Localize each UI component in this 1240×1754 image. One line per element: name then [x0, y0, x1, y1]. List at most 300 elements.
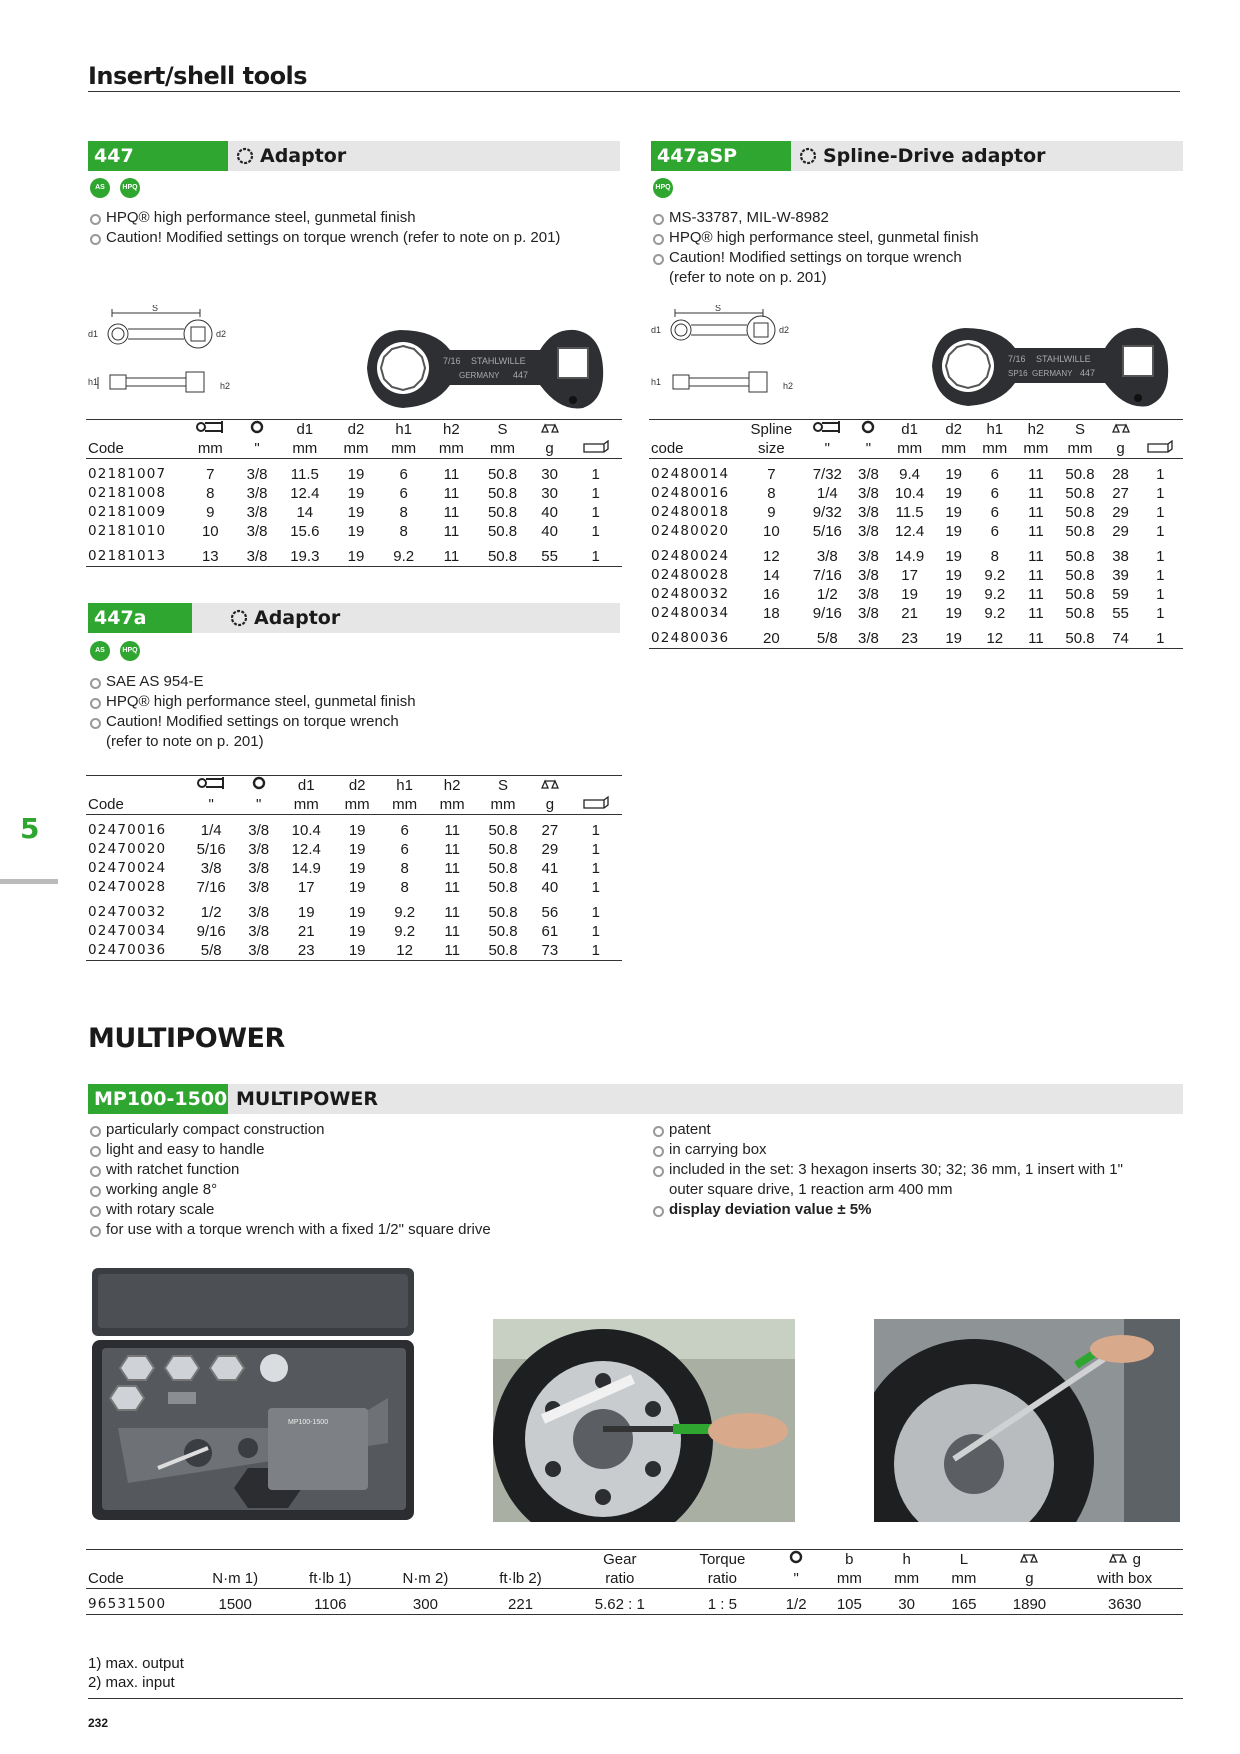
cell: 6: [400, 841, 409, 858]
cell: 1: [591, 841, 600, 858]
cell: 11: [1028, 548, 1044, 565]
section-title: Adaptor: [254, 607, 341, 629]
cell: 12: [381, 941, 428, 961]
cell: 1: [1156, 548, 1165, 565]
cell: 9.2: [984, 605, 1006, 622]
section-header-447asp: [651, 141, 1183, 171]
cell: 8: [399, 523, 408, 540]
cell: 19: [945, 523, 963, 540]
spec-table-447a: [86, 775, 622, 961]
cell: 3/8: [246, 485, 268, 502]
cell: 11: [1028, 504, 1044, 521]
cell: 19: [348, 923, 366, 940]
col-head: mm: [278, 439, 333, 459]
cell: 1106: [284, 1589, 376, 1615]
cell: 30: [541, 466, 558, 483]
table-row: [86, 522, 622, 541]
col-head: mm: [1015, 439, 1056, 459]
cell: 6: [990, 504, 999, 521]
table-row: [86, 922, 622, 941]
as-badge: AS: [90, 641, 110, 661]
cell: 3/8: [200, 860, 222, 877]
cell: 11.5: [290, 466, 319, 483]
cell: 11: [1028, 523, 1044, 540]
cell: 19: [348, 822, 366, 839]
cell: 3/8: [248, 904, 270, 921]
engraving-model-sp: SP16: [1008, 369, 1028, 378]
title-rule: [88, 91, 1180, 92]
cell: 1: [1138, 623, 1183, 649]
hpq-badge: HPQ: [653, 178, 673, 198]
cell: 1: [1156, 586, 1165, 603]
cell: 6: [990, 485, 999, 502]
table-row: [649, 585, 1183, 604]
cell: 1: [591, 504, 600, 521]
cell: 1: [1156, 567, 1165, 584]
cell: 1: [591, 822, 600, 839]
usage-photo-wheel-1: [493, 1319, 795, 1522]
cell: 1 : 5: [673, 1589, 771, 1615]
cell: 3/8: [248, 860, 270, 877]
hpq-badge: HPQ: [120, 641, 140, 661]
footnote: 2) max. input: [88, 1674, 175, 1691]
table-row: [86, 878, 622, 897]
cell: 19.3: [278, 541, 333, 567]
cell: 8: [399, 504, 408, 521]
col-head: mm: [886, 439, 933, 459]
cell: 1: [591, 904, 600, 921]
cell: 1: [591, 923, 600, 940]
feature-item: Caution! Modified settings on torque wrench (refer to note on p. 201): [88, 228, 618, 248]
cell: 11: [1028, 605, 1044, 622]
drawing-label-h2: h2: [783, 381, 794, 391]
drawing-label-s: S: [152, 305, 159, 313]
cell: 61: [541, 923, 559, 940]
weight-icon: [530, 776, 569, 796]
cell: 9.2: [984, 567, 1006, 584]
cell: 02470016: [88, 822, 167, 838]
col-head: L: [935, 1550, 992, 1570]
tool-label: MP100-1500: [288, 1419, 329, 1426]
table-row: [86, 941, 622, 961]
cell: 11: [1015, 623, 1056, 649]
table-row: [649, 604, 1183, 623]
cell: 29: [541, 841, 559, 858]
cell: 56: [541, 904, 559, 921]
cell: 6: [399, 466, 408, 483]
col-icon-drive: [237, 420, 278, 440]
col-head: ratio: [566, 1569, 673, 1589]
cell: 7/32: [812, 466, 842, 483]
col-head-weight-box: [1066, 1550, 1183, 1570]
col-head: mm: [279, 795, 333, 815]
cell: 11: [443, 485, 460, 502]
cell: 12.4: [291, 841, 321, 858]
cell: 50.8: [1065, 523, 1095, 540]
cell: 40: [541, 879, 559, 896]
feature-item: SAE AS 954-E: [88, 672, 618, 692]
cell: 10: [201, 523, 219, 540]
cell: 02470020: [88, 841, 167, 857]
drawing-label-h1: h1: [651, 377, 662, 387]
feature-item: MS-33787, MIL-W-8982: [651, 208, 1181, 228]
table-row: [649, 503, 1183, 522]
table-row: [86, 484, 622, 503]
cell: 19: [333, 941, 380, 961]
cell: 19: [945, 466, 963, 483]
col-head: h2: [428, 420, 476, 440]
cell: 19: [945, 485, 963, 502]
feature-item: HPQ® high performance steel, gunmetal finish: [651, 228, 1181, 248]
col-head: ": [237, 439, 278, 459]
cell: 11: [443, 466, 460, 483]
cell: 3/8: [858, 548, 879, 565]
cell: 9.4: [899, 466, 921, 483]
table-row: [86, 459, 622, 485]
cell: 19: [945, 586, 963, 603]
multipower-heading: MULTIPOWER: [88, 1023, 285, 1054]
col-head: h1: [974, 420, 1015, 440]
cell: 19: [332, 541, 380, 567]
cell: 11: [444, 860, 460, 877]
cell: 96531500: [86, 1589, 186, 1615]
feature-item: patent: [651, 1120, 1181, 1140]
engraving-model: 447: [513, 370, 529, 380]
col-head: ft·lb 1): [284, 1569, 376, 1589]
col-icon-drive: [851, 420, 886, 440]
socket-ring-icon: [236, 147, 254, 169]
drawing-label-d2: d2: [216, 329, 227, 339]
cell: 59: [1112, 586, 1129, 603]
col-icon-wrench-size: [804, 420, 851, 440]
cell: 1: [569, 541, 622, 567]
col-head: code: [649, 439, 739, 459]
cell: 40: [541, 523, 558, 540]
cell: 41: [541, 860, 559, 877]
cell: 19: [945, 504, 963, 521]
col-head: d2: [332, 420, 380, 440]
cell: 7/16: [812, 567, 842, 584]
col-head: mm: [381, 795, 428, 815]
cell: 3/8: [858, 567, 879, 584]
cell: 10.4: [291, 822, 321, 839]
cell: 19: [347, 523, 365, 540]
cell: 19: [297, 904, 315, 921]
col-head: Code: [86, 439, 184, 459]
cell: 50.8: [1065, 466, 1095, 483]
cell: 3/8: [858, 523, 879, 540]
cell: 19: [348, 860, 366, 877]
drawing-label-h2: h2: [220, 381, 231, 391]
cell: 11: [1028, 485, 1044, 502]
section-code: 447a: [88, 603, 192, 633]
cell: 3/8: [246, 523, 268, 540]
cell: 6: [990, 466, 999, 483]
cell: 50.8: [488, 904, 518, 921]
col-head: mm: [184, 439, 237, 459]
cell: 1: [591, 860, 600, 877]
cell: 5/8: [184, 941, 238, 961]
cell: 3/8: [246, 466, 268, 483]
cell: 10.4: [895, 485, 925, 502]
package-icon: [569, 439, 622, 459]
feature-item: HPQ® high performance steel, gunmetal finish: [88, 208, 618, 228]
cell: 02480014: [651, 466, 730, 482]
cell: 50.8: [1065, 586, 1095, 603]
feature-list: [88, 672, 618, 752]
cell: 02480024: [651, 548, 730, 564]
cell: 19: [347, 485, 365, 502]
col-head: h: [878, 1550, 935, 1570]
cell: 30: [878, 1589, 935, 1615]
cell: 1: [1156, 466, 1165, 483]
cell: 105: [821, 1589, 878, 1615]
cell: 1: [591, 879, 600, 896]
cell: 19: [347, 466, 365, 483]
cell: 02181009: [88, 504, 167, 520]
cell: 3/8: [248, 879, 270, 896]
cell: 11: [428, 941, 475, 961]
cell: 3/8: [237, 541, 278, 567]
cell: 3/8: [248, 923, 270, 940]
engraving-brand: STAHLWILLE: [1036, 354, 1091, 364]
col-head: mm: [333, 795, 380, 815]
cell: 02480018: [651, 504, 730, 520]
cell: 12: [763, 548, 780, 565]
spec-table-mp: [86, 1549, 1183, 1615]
cell: 7/16: [196, 879, 226, 896]
cell: 3/8: [248, 841, 270, 858]
cell: 11: [444, 841, 460, 858]
page-number: 232: [88, 1716, 109, 1730]
cell: 17: [297, 879, 315, 896]
cell: 73: [530, 941, 569, 961]
cell: 11: [443, 504, 460, 521]
engraving-brand: STAHLWILLE: [471, 356, 526, 366]
cell: 8: [400, 860, 409, 877]
table-row: [86, 897, 622, 922]
col-head: mm: [475, 439, 530, 459]
col-head: h2: [428, 776, 475, 796]
cell: 8: [206, 485, 215, 502]
col-head: h1: [380, 420, 428, 440]
col-head: g: [993, 1569, 1067, 1589]
section-header-447a: [88, 603, 620, 633]
cell: 11: [443, 523, 460, 540]
table-row: [649, 522, 1183, 541]
cell: 9.2: [984, 586, 1006, 603]
cell: 19: [933, 623, 974, 649]
cell: 1: [1156, 605, 1165, 622]
cell: 14.9: [895, 548, 925, 565]
cell: 11: [428, 541, 476, 567]
col-icon-drive: [772, 1550, 821, 1570]
cell: 02470034: [88, 923, 167, 939]
cell: 50.8: [487, 523, 518, 540]
drawing-label-s: S: [715, 305, 722, 313]
drawing-label-d2: d2: [779, 325, 790, 335]
drawing-label-d1: d1: [651, 325, 662, 335]
cell: 9.2: [394, 904, 416, 921]
cell: 19: [348, 879, 366, 896]
cell: 27: [1112, 485, 1129, 502]
cell: 02470024: [88, 860, 167, 876]
cell: 50.8: [1056, 623, 1103, 649]
cell: 3/8: [816, 548, 838, 565]
cell: 3/8: [238, 941, 279, 961]
col-head: ": [184, 795, 238, 815]
cell: 02470028: [88, 879, 167, 895]
cell: 02181010: [88, 523, 167, 539]
col-head: g: [530, 439, 569, 459]
feature-item: light and easy to handle: [88, 1140, 628, 1160]
cell: 50.8: [488, 860, 518, 877]
cell: 19: [348, 841, 366, 858]
engraving-size: 7/16: [443, 356, 461, 366]
col-head: mm: [380, 439, 428, 459]
col-head: mm: [428, 439, 476, 459]
cell: 1: [1156, 523, 1165, 540]
col-head: with box: [1066, 1569, 1183, 1589]
cell: 6: [399, 485, 408, 502]
col-head: d1: [279, 776, 333, 796]
feature-item: included in the set: 3 hexagon inserts 30; 32; 36 mm, 1 insert with 1": [651, 1160, 1181, 1180]
col-head: ft·lb 2): [475, 1569, 567, 1589]
technical-drawing: [651, 305, 801, 400]
feature-item-continued: (refer to note on p. 201): [669, 269, 827, 286]
cell: 19: [347, 504, 365, 521]
cell: 9.2: [394, 923, 416, 940]
col-head: d1: [278, 420, 333, 440]
cell: 165: [935, 1589, 992, 1615]
spec-table-447asp: [649, 419, 1183, 649]
col-head: mm: [476, 795, 530, 815]
cell: 3630: [1066, 1589, 1183, 1615]
table-row: [86, 1589, 1183, 1615]
cell: 3/8: [858, 504, 879, 521]
cell: 3/8: [246, 504, 268, 521]
col-head: Gear: [566, 1550, 673, 1570]
adaptor-photo: [355, 320, 605, 420]
table-row: [86, 541, 622, 567]
cell: 50.8: [487, 466, 518, 483]
table-body: [86, 459, 622, 567]
cell: 19: [945, 567, 963, 584]
technical-drawing: [88, 305, 238, 400]
cell: 5/16: [196, 841, 226, 858]
cell: 19: [901, 586, 918, 603]
cell: 10: [763, 523, 780, 540]
col-head: N·m 2): [376, 1569, 474, 1589]
weight-icon: [1104, 420, 1138, 440]
cell: 21: [901, 605, 918, 622]
col-head: d2: [933, 420, 974, 440]
cell: 3/8: [858, 485, 879, 502]
cell: 1500: [186, 1589, 284, 1615]
engraving-origin: GERMANY: [1032, 369, 1073, 378]
cell: 23: [279, 941, 333, 961]
drawing-label-d1: d1: [88, 329, 99, 339]
cell: 11: [1028, 586, 1044, 603]
cell: 8: [400, 879, 409, 896]
cell: 28: [1112, 466, 1129, 483]
col-head: ratio: [673, 1569, 771, 1589]
cell: 12.4: [895, 523, 925, 540]
section-code: 447: [88, 141, 228, 171]
cell: 02181008: [88, 485, 167, 501]
usage-photo-wheel-2: [874, 1319, 1180, 1522]
cell: 1890: [993, 1589, 1067, 1615]
cell: 13: [184, 541, 237, 567]
cell: 02480032: [651, 586, 730, 602]
feature-item-highlight: display deviation value ± 5%: [651, 1200, 1181, 1220]
cell: 17: [901, 567, 918, 584]
col-head: ": [238, 795, 279, 815]
cell: 18: [763, 605, 780, 622]
feature-item: particularly compact construction: [88, 1120, 628, 1140]
page-title: Insert/shell tools: [88, 62, 308, 90]
col-head: mm: [428, 795, 475, 815]
cell: 1: [591, 523, 600, 540]
cell: 7: [767, 466, 776, 483]
col-head: h2: [1015, 420, 1056, 440]
cell: 02480034: [651, 605, 730, 621]
cell: 21: [297, 923, 315, 940]
package-icon: [1138, 439, 1183, 459]
cell: 1/4: [816, 485, 838, 502]
cell: 02181013: [86, 541, 184, 567]
cell: 27: [541, 822, 559, 839]
cell: 39: [1112, 567, 1129, 584]
footnotes: [88, 1654, 184, 1692]
socket-ring-icon: [230, 609, 248, 631]
cell: 50.8: [488, 879, 518, 896]
table-row: [86, 859, 622, 878]
cell: 14: [763, 567, 780, 584]
section-title: Adaptor: [260, 145, 347, 167]
table-row: [86, 840, 622, 859]
engraving-origin: GERMANY: [459, 371, 500, 380]
col-icon-wrench-size: [184, 776, 238, 796]
chapter-tab-marker: [0, 879, 58, 884]
cell: 50.8: [475, 541, 530, 567]
table-row: [86, 503, 622, 522]
feature-item: with ratchet function: [88, 1160, 628, 1180]
cell: 50.8: [1065, 504, 1095, 521]
cell: 50.8: [488, 923, 518, 940]
section-header-mp: [88, 1084, 1183, 1114]
table-body: [86, 815, 622, 961]
drawing-label-h1: h1: [88, 377, 99, 387]
cell: 8: [990, 548, 999, 565]
table-row: [649, 459, 1183, 485]
feature-item: HPQ® high performance steel, gunmetal finish: [88, 692, 618, 712]
table-row: [649, 541, 1183, 566]
table-body: [649, 459, 1183, 649]
cell: 11: [444, 822, 460, 839]
col-head: size: [739, 439, 804, 459]
engraving-model: 447: [1080, 368, 1096, 378]
col-head: N·m 1): [186, 1569, 284, 1589]
cell: 20: [739, 623, 804, 649]
feature-list: [651, 208, 1181, 288]
cell: 6: [400, 822, 409, 839]
feature-item-continued: outer square drive, 1 reaction arm 400 mm: [669, 1181, 953, 1198]
table-row: [86, 815, 622, 841]
col-head: mm: [935, 1569, 992, 1589]
section-title: MULTIPOWER: [236, 1088, 378, 1110]
col-head: d2: [333, 776, 380, 796]
